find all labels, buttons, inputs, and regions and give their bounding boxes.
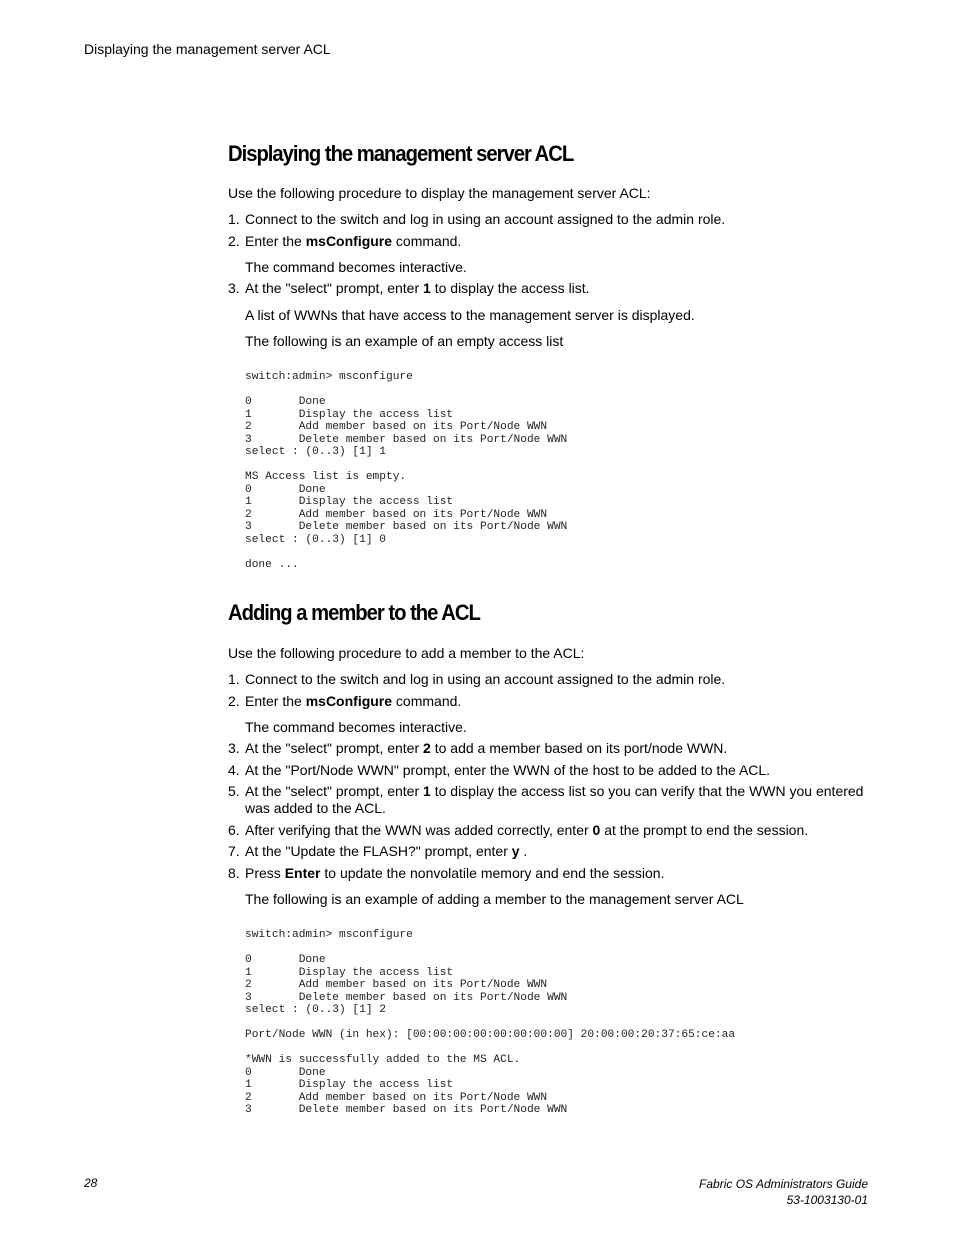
step-text-post: command. [392, 233, 462, 249]
section2-step2-note: The command becomes interactive. [245, 719, 467, 735]
section-heading-add-member: Adding a member to the ACL [228, 600, 480, 625]
step-text [245, 865, 868, 882]
section-heading-display-acl: Displaying the management server ACL [228, 141, 574, 166]
option-value: 1 [423, 280, 431, 296]
option-value: 0 [592, 822, 601, 838]
section2-intro: Use the following procedure to add a member to the ACL: [228, 645, 585, 661]
section1-step3-note1: A list of WWNs that have access to the management server is displayed. [245, 307, 695, 323]
step-text [245, 740, 868, 757]
step-number: 2. [228, 233, 240, 249]
step-text-post: to update the nonvolatile memory and end the session. [320, 865, 665, 881]
step-text [245, 843, 868, 860]
step-text: At the "Port/Node WWN" prompt, enter the WWN of the host to be added to the ACL. [245, 762, 771, 778]
step-number: 8. [228, 865, 240, 881]
step-text-pre: At the "select" prompt, enter [245, 783, 424, 799]
code-example-add-member: switch:admin> msconfigure 0 Done 1 Display the access list 2 Add member based on its Port/Node WWN 3 Delete member based on its Port/Node WWN select : (0..3) [1] 2 Port/Node WWN (in hex): [00:00:00:00:00:00:00:00] 20:00:00:20:37:65:ce:aa *WWN is successfully added to the MS ACL. 0 Done 1 Display the access list 2 Add member based on its Port/Node WWN 3 Delete member based on its Port/Node WWN [245, 929, 736, 1116]
footer-doc-number: 53-1003130-01 [786, 1193, 868, 1207]
step-text-pre: After verifying that the WWN was added correctly, enter [245, 822, 593, 838]
section2-step-2 [228, 693, 868, 710]
option-value: 2 [423, 740, 431, 756]
running-header: Displaying the management server ACL [84, 41, 331, 57]
option-value: y [511, 843, 520, 859]
section1-step-3 [228, 280, 868, 297]
step-text: Connect to the switch and log in using an account assigned to the admin role. [245, 211, 726, 227]
key-name: Enter [284, 865, 321, 881]
step-number: 3. [228, 740, 240, 756]
section1-step3-note2: The following is an example of an empty access list [245, 333, 564, 349]
step-text-pre: Press [245, 865, 285, 881]
step-text-pre: Enter the [245, 693, 306, 709]
step-number: 3. [228, 280, 240, 296]
step-text-post: to display the access list. [430, 280, 590, 296]
step-text [245, 783, 868, 817]
step-text [245, 693, 868, 710]
step-text: Connect to the switch and log in using an account assigned to the admin role. [245, 671, 726, 687]
step-number: 6. [228, 822, 240, 838]
step-text [245, 280, 868, 297]
code-example-empty-list: switch:admin> msconfigure 0 Done 1 Display the access list 2 Add member based on its Port/Node WWN 3 Delete member based on its Port/Node WWN select : (0..3) [1] 1 MS Access list is empty. 0 Done 1 Display the access list 2 Add member based on its Port/Node WWN 3 Delete member based on its Port/Node WWN select : (0..3) [1] 0 done ... [245, 371, 568, 571]
step-text-pre: At the "select" prompt, enter [245, 740, 424, 756]
footer-doc-title: Fabric OS Administrators Guide [699, 1177, 868, 1191]
section2-step-5 [228, 783, 868, 817]
step-number: 7. [228, 843, 240, 859]
step-text [245, 822, 868, 839]
step-number: 1. [228, 211, 240, 227]
section2-step-4 [228, 762, 868, 779]
step-text-pre: At the "Update the FLASH?" prompt, enter [245, 843, 512, 859]
step-text-pre: At the "select" prompt, enter [245, 280, 424, 296]
section2-step-1 [228, 671, 868, 688]
step-number: 1. [228, 671, 240, 687]
section2-step-8 [228, 865, 868, 882]
section2-step-7 [228, 843, 868, 860]
step-text-post: to display the access list so you can verify that the WWN you entered was added to the ACL. [245, 783, 864, 816]
step-text-post: at the prompt to end the session. [600, 822, 809, 838]
step-text-post: command. [392, 693, 462, 709]
command-name: msConfigure [305, 233, 393, 249]
section1-step-1 [228, 211, 868, 228]
section2-step-6 [228, 822, 868, 839]
section2-step8-note: The following is an example of adding a member to the management server ACL [245, 891, 744, 907]
page-number: 28 [84, 1176, 98, 1190]
command-name: msConfigure [305, 693, 393, 709]
step-number: 5. [228, 783, 240, 799]
step-text-post: to add a member based on its port/node WWN. [430, 740, 728, 756]
footer-doc-info [699, 1176, 868, 1208]
step-text [245, 233, 868, 250]
section1-step2-note: The command becomes interactive. [245, 259, 467, 275]
section2-step-3 [228, 740, 868, 757]
option-value: 1 [423, 783, 431, 799]
step-text-post: . [519, 843, 528, 859]
section1-intro: Use the following procedure to display the management server ACL: [228, 185, 651, 201]
section1-step-2 [228, 233, 868, 250]
step-number: 2. [228, 693, 240, 709]
step-text-pre: Enter the [245, 233, 306, 249]
step-number: 4. [228, 762, 240, 778]
